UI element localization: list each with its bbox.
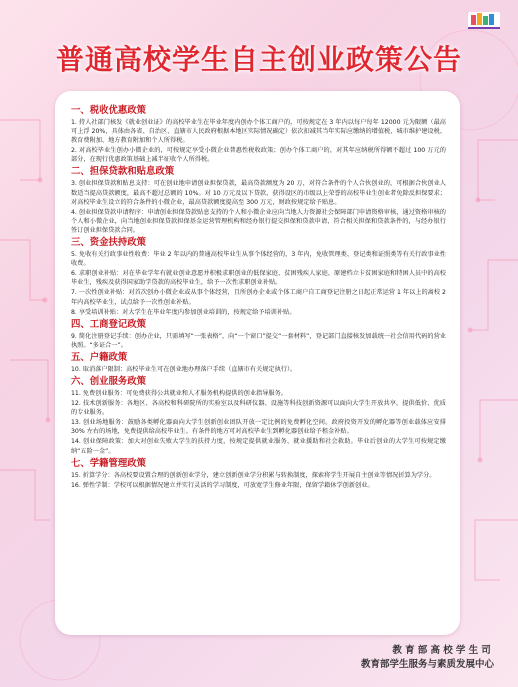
section-heading: 四、工商登记政策 — [71, 318, 147, 330]
policy-item: 11. 免费创业服务：可免费获得公共就业和人才服务机构提供的创业指导服务。 — [71, 389, 287, 397]
issuer-line-2: 教育部学生服务与素质发展中心 — [360, 659, 494, 670]
policy-item: 3. 创业担保贷款和贴息支持：可在创业地申请创业担保贷款，最高贷款额度为 20 万，对符合条件的个人合伙创业的，可根据合伙创业人数适当提高贷款额度，最高不超过总额的 10%。对 10 万元及以下贷款、获得设区的市级以上荣誉的高校毕业生创业者免除反担保要求；对高校毕业生设立的符合条件的小微企业，最高贷款额度提高至 300 万元，财政按规定给予贴息。 — [71, 180, 446, 206]
policy-item: 10. 取消落户限制：高校毕业生可在创业地办理落户手续（直辖市有关规定执行）。 — [71, 365, 297, 373]
section-heading: 五、户籍政策 — [71, 351, 128, 363]
policy-item: 15. 折算学分：各高校要设置合理的创新创业学分，建立创新创业学分积累与转换制度，探索将学生开展自主创业等情况折算为学分。 — [71, 471, 436, 479]
section-heading: 二、担保贷款和贴息政策 — [71, 166, 175, 178]
policy-item: 13. 创业场地服务：鼓励各类孵化器面向大学生创新创业团队开放一定比例的免费孵化空间。政府投资开发的孵化器等创业载体应安排 30% 左右的场地，免费提供给高校毕业生。有条件的地方可对高校毕业生到孵化器创业给予租金补贴。 — [71, 419, 446, 436]
issuer-line-1: 教育部高校学生司 — [392, 645, 494, 656]
policy-item: 16. 弹性学制：学校可以根据情况建立并实行灵活的学习制度，可放宽学生修业年限，保留学籍休学创新创业。 — [71, 481, 374, 489]
policy-section — [71, 352, 446, 374]
policy-card — [55, 91, 460, 635]
policy-section — [71, 376, 446, 456]
section-heading: 六、创业服务政策 — [71, 375, 147, 387]
section-heading: 三、资金扶持政策 — [71, 237, 147, 249]
policy-item: 8. 享受培训补贴：对大学生在毕业年度内参加创业培训的，按规定给予培训补贴。 — [71, 308, 296, 316]
policy-item: 5. 免收有关行政事业性收费：毕业 2 年以内的普通高校毕业生从事个体经营的，3 年内，免收管理类、登记类和证照类等有关行政事业性收费。 — [71, 251, 446, 268]
section-heading: 一、税收优惠政策 — [71, 105, 147, 116]
section-heading: 七、学籍管理政策 — [71, 457, 147, 469]
logo-icon — [464, 6, 504, 32]
policy-section — [71, 166, 446, 235]
policy-section — [71, 105, 446, 164]
policy-section — [71, 237, 446, 317]
policy-item: 9. 简化注册登记手续：创办企业，只需填写“一张表格”，向“一个窗口”提交“一套材料”，登记部门直接核发加载统一社会信用代码的营业执照。“多证合一”。 — [71, 332, 446, 349]
policy-item: 4. 创业担保贷款申请程序：申请创业担保贷款贴息支持的个人和小微企业应向当地人力资源社会保障部门申请资格审核，通过资格审核的个人和小微企业，向当地创业担保贷款担保基金运营管理机构和经办银行提交担保和贷款申请，符合相关担保和贷款条件的，与经办银行签订创业担保贷款合同。 — [71, 208, 446, 234]
policy-item: 1. 持人社部门核发《就业创业证》的高校毕业生在毕业年度内创办个体工商户的，可按规定在 3 年内以每户每年 12000 元为限额（最高可上浮 20%，具体由各省、自治区、直辖市人民政府根据本地区实际情况确定）依次扣减其当年实际应缴纳的增值税、城市维护建设税、教育费附加、地方教育附加和个人所得税。 — [71, 119, 446, 145]
policy-item: 6. 求职创业补贴：对在毕业学年有就业创业意愿并积极求职创业的低保家庭、贫困残疾人家庭、原建档立卡贫困家庭和特困人员中的高校毕业生，残疾及获得国家助学贷款的高校毕业生，给予一次性求职创业补贴。 — [71, 270, 446, 287]
policy-section — [71, 319, 446, 350]
policy-item: 7. 一次性创业补贴：对首次创办小微企业或从事个体经营，且所创办企业或个体工商户自工商登记注册之日起正常运营 1 年以上的离校 2 年内高校毕业生，试点给予一次性创业补贴。 — [71, 289, 446, 306]
page-title: 普通高校学生自主创业政策公告 — [55, 43, 462, 76]
issuer-footer — [361, 644, 494, 672]
policy-item: 2. 对高校毕业生创办小微企业的，可按规定享受小微企业普惠性税收政策；创办个体工商户的，对其年应纳税所得额不超过 100 万元的部分，在现行优惠政策基础上减半征收个人所得税。 — [71, 147, 446, 164]
policy-section — [71, 458, 446, 490]
policy-item: 12. 技术创新服务：各地区、各高校和科研院所的实验室以及科研仪器、设施等科技创新资源可以面向大学生开放共享，提供低价、优质的专业服务。 — [71, 400, 446, 417]
policy-item: 14. 创业保障政策：加大对创业失败大学生的扶持力度，按规定提供就业服务、就业援助和社会救助。毕业后创业的大学生可按规定缴纳“五险一金”。 — [71, 438, 446, 455]
